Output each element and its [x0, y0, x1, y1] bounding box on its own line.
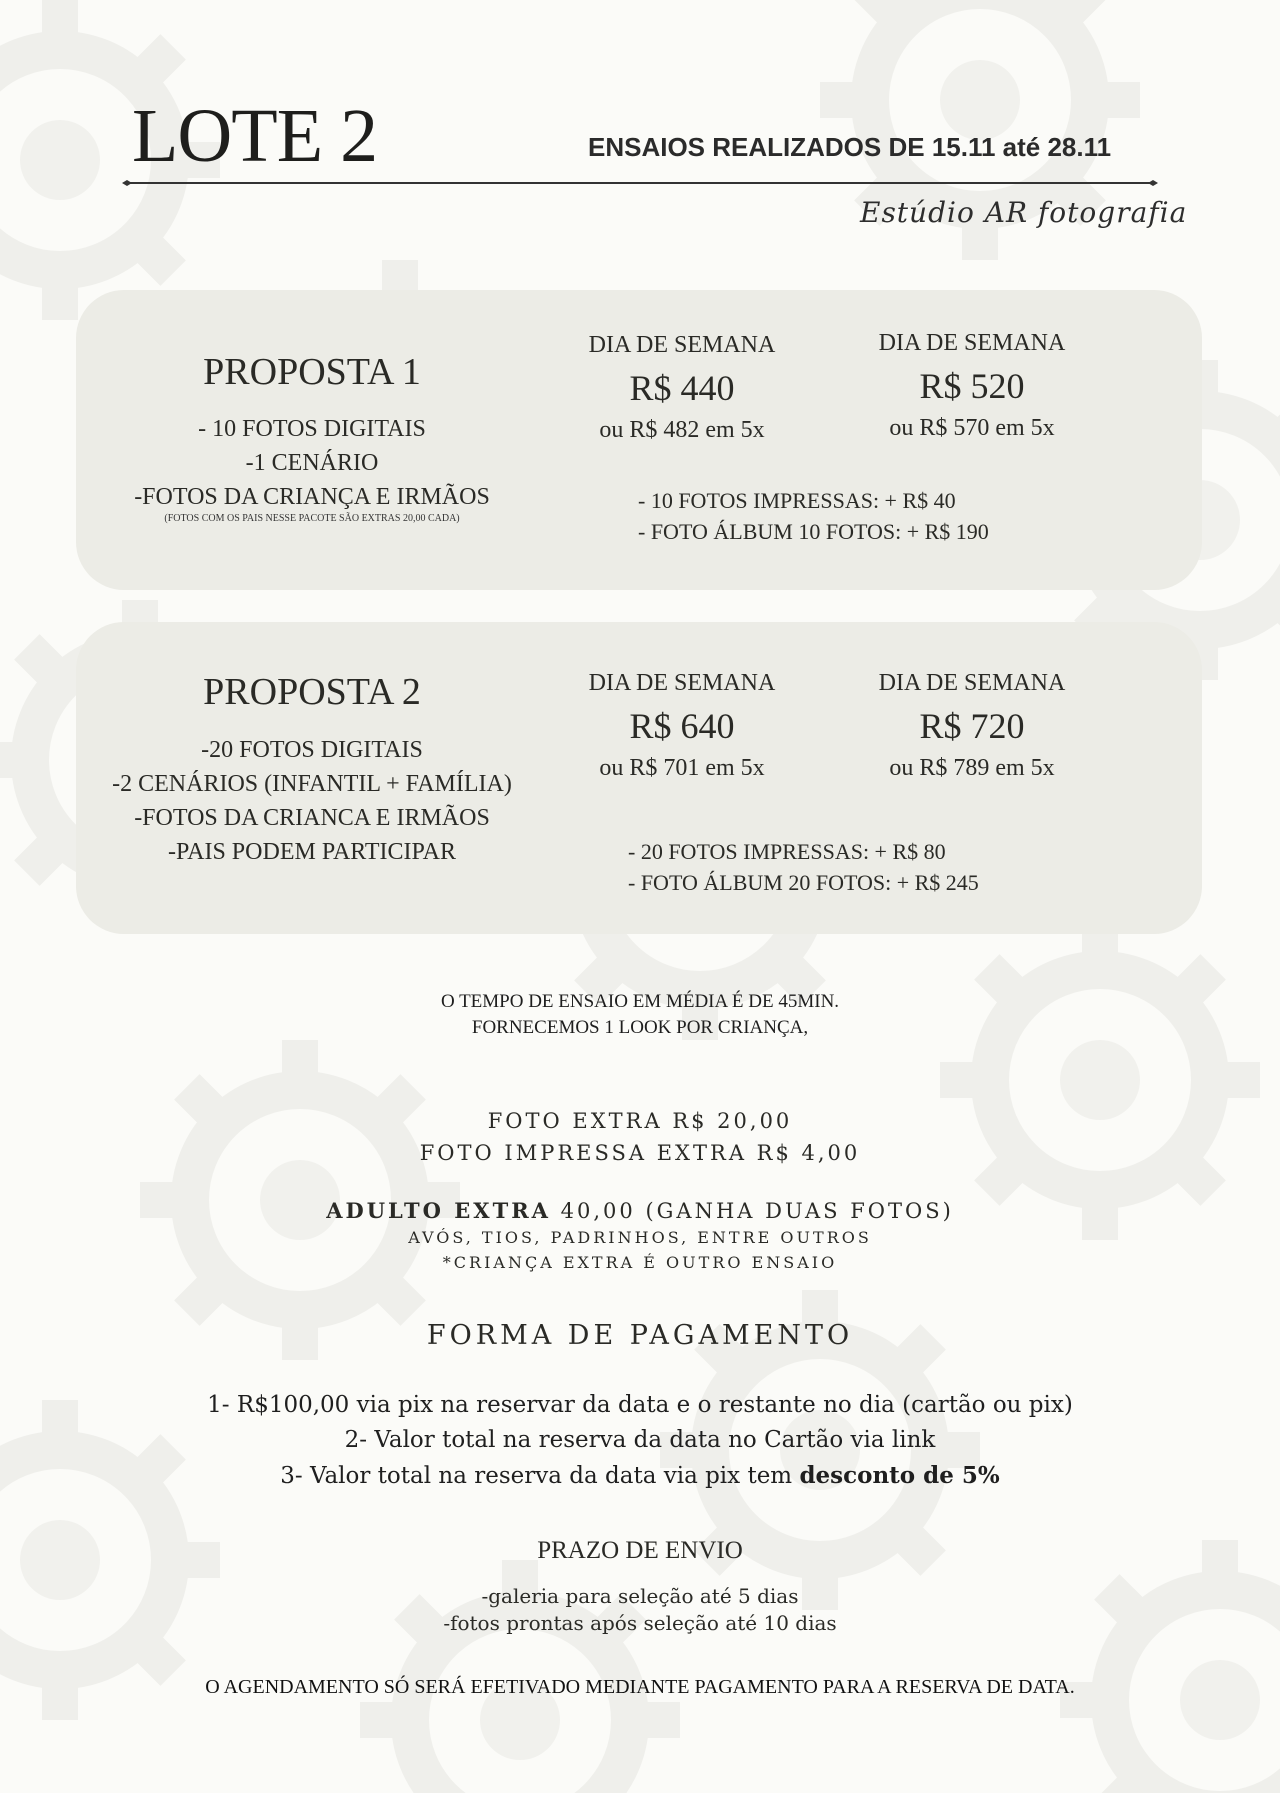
proposal-features: [72, 733, 552, 869]
option-installments: ou R$ 570 em 5x: [889, 415, 1055, 441]
feature-item: -PAIS PODEM PARTICIPAR: [168, 839, 456, 865]
feature-item: -20 FOTOS DIGITAIS: [201, 737, 423, 763]
adult-extra-label: ADULTO EXTRA: [326, 1198, 551, 1223]
option-price: R$ 440: [629, 368, 735, 408]
payment-option-3-text: 3- Valor total na reserva da data via pix tem: [280, 1463, 800, 1489]
proposal-extras: [628, 836, 979, 898]
option-label: DIA DE SEMANA: [588, 332, 776, 358]
feature-item: -FOTOS DA CRIANCA E IRMÃOS: [134, 805, 490, 831]
extra-photo-price: FOTO EXTRA R$ 20,00: [487, 1109, 793, 1133]
session-duration: O TEMPO DE ENSAIO EM MÉDIA É DE 45MIN.: [440, 991, 840, 1012]
price-option-weekday-1: [552, 332, 812, 444]
option-label: DIA DE SEMANA: [588, 670, 776, 696]
proposal-title: PROPOSTA 1: [203, 351, 421, 393]
session-info: [0, 989, 1280, 1041]
payment-heading: FORMA DE PAGAMENTO: [426, 1320, 854, 1351]
discount-highlight: desconto de 5%: [799, 1462, 1000, 1489]
extra-item: - FOTO ÁLBUM 20 FOTOS: + R$ 245: [628, 870, 979, 895]
proposal-title: PROPOSTA 2: [203, 671, 421, 713]
option-installments: ou R$ 701 em 5x: [599, 755, 765, 781]
price-option-weekday-2: [842, 330, 1102, 442]
page-title: LOTE 2: [132, 94, 378, 178]
payment-option-1: 1- R$100,00 via pix na reservar da data e o restante no dia (cartão ou pix): [207, 1392, 1073, 1418]
child-extra-note: *CRIANÇA EXTRA É OUTRO ENSAIO: [442, 1253, 838, 1272]
adult-extra-value: 40,00 (GANHA DUAS FOTOS): [550, 1199, 954, 1223]
delivery-item: -galeria para seleção até 5 dias: [481, 1584, 799, 1608]
extra-item: - 20 FOTOS IMPRESSAS: + R$ 80: [628, 839, 946, 864]
option-label: DIA DE SEMANA: [878, 330, 1066, 356]
delivery-heading: PRAZO DE ENVIO: [537, 1537, 743, 1564]
proposal-extras: [638, 485, 989, 547]
price-option-weekday-2: [842, 670, 1102, 782]
booking-notice: O AGENDAMENTO SÓ SERÁ EFETIVADO MEDIANTE PAGAMENTO PARA A RESERVA DE DATA.: [205, 1676, 1075, 1698]
studio-signature: Estúdio AR fotografia: [860, 196, 1188, 229]
option-installments: ou R$ 789 em 5x: [889, 755, 1055, 781]
option-price: R$ 720: [919, 706, 1025, 746]
divider-end-diamond-icon: [122, 178, 132, 188]
proposal-note: (FOTOS COM OS PAIS NESSE PACOTE SÃO EXTRAS 20,00 CADA): [164, 513, 460, 524]
extra-prices: [0, 1105, 1280, 1169]
adult-extra-examples: AVÓS, TIOS, PADRINHOS, ENTRE OUTROS: [408, 1228, 872, 1247]
proposal-features: [72, 412, 552, 514]
payment-options: [0, 1388, 1280, 1494]
payment-option-2: 2- Valor total na reserva da data no Cartão via link: [344, 1427, 936, 1453]
option-price: R$ 640: [629, 706, 735, 746]
delivery-item: -fotos prontas após seleção até 10 dias: [443, 1611, 837, 1635]
extra-item: - 10 FOTOS IMPRESSAS: + R$ 40: [638, 488, 956, 513]
delivery-items: [0, 1583, 1280, 1637]
look-info: FORNECEMOS 1 LOOK POR CRIANÇA,: [471, 1017, 809, 1038]
price-option-weekday-1: [552, 670, 812, 782]
feature-item: -FOTOS DA CRIANÇA E IRMÃOS: [134, 484, 490, 510]
session-dates: ENSAIOS REALIZADOS DE 15.11 até 28.11: [588, 132, 1112, 162]
extra-item: - FOTO ÁLBUM 10 FOTOS: + R$ 190: [638, 519, 989, 544]
option-price: R$ 520: [919, 366, 1025, 406]
extra-print-price: FOTO IMPRESSA EXTRA R$ 4,00: [419, 1141, 861, 1165]
option-label: DIA DE SEMANA: [878, 670, 1066, 696]
header-divider: [126, 182, 1154, 184]
adult-extra: [0, 1198, 1280, 1223]
option-installments: ou R$ 482 em 5x: [599, 417, 765, 443]
divider-end-diamond-icon: [1148, 178, 1158, 188]
payment-option-3: [0, 1458, 1280, 1494]
feature-item: -1 CENÁRIO: [245, 450, 379, 476]
feature-item: - 10 FOTOS DIGITAIS: [198, 416, 426, 442]
feature-item: -2 CENÁRIOS (INFANTIL + FAMÍLIA): [112, 771, 512, 797]
